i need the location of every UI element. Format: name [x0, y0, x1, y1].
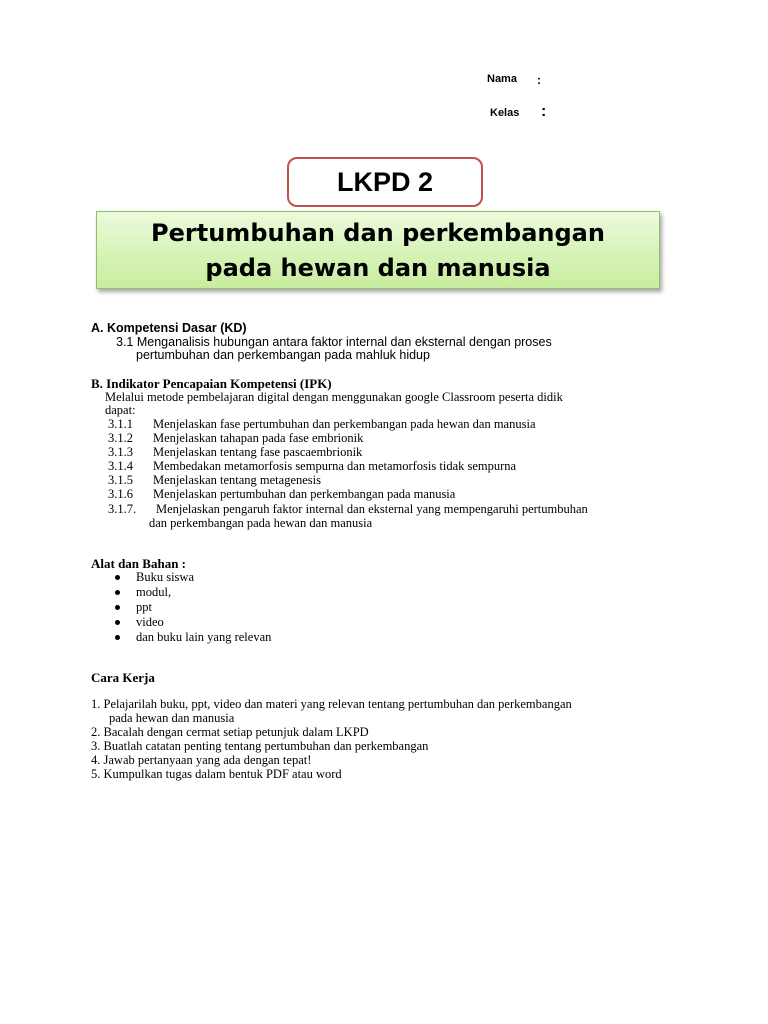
topic-line-2: pada hewan dan manusia — [205, 254, 551, 282]
bullet-icon — [115, 590, 120, 595]
indicator-num: 3.1.7. — [108, 502, 137, 516]
indicator-text: Menjelaskan pertumbuhan dan perkembangan pada manusia — [153, 487, 456, 501]
topic-box — [96, 211, 660, 289]
section-b-heading: B. Indikator Pencapaian Kompetensi (IPK) — [91, 376, 332, 391]
indicator-num: 3.1.5 — [108, 473, 133, 487]
kelas-label: Kelas — [490, 107, 520, 119]
cara-kerja-heading: Cara Kerja — [91, 670, 155, 685]
indicator-num: 3.1.6 — [108, 487, 133, 501]
indicator-text: Menjelaskan pengaruh faktor internal dan eksternal yang mempengaruhi pertumbuhan — [156, 502, 588, 516]
bullet-icon — [115, 635, 120, 640]
indicator-num: 3.1.2 — [108, 431, 133, 445]
alat-item: video — [136, 615, 164, 629]
cara-step: 3. Buatlah catatan penting tentang pertumbuhan dan perkembangan — [91, 739, 429, 753]
cara-step: 2. Bacalah dengan cermat setiap petunjuk dalam LKPD — [91, 725, 369, 739]
nama-colon: : — [537, 73, 541, 87]
cara-step: 4. Jawab pertanyaan yang ada dengan tepat! — [91, 753, 312, 767]
section-a-heading: A. Kompetensi Dasar (KD) — [91, 321, 247, 335]
cara-step-1-line-2: pada hewan dan manusia — [109, 711, 235, 725]
kd-line-2: pertumbuhan dan perkembangan pada mahluk hidup — [136, 348, 430, 362]
kd-line-1: 3.1 Menganalisis hubungan antara faktor internal dan eksternal dengan proses — [116, 335, 552, 349]
indicator-num: 3.1.1 — [108, 417, 133, 431]
indicator-num: 3.1.4 — [108, 459, 133, 473]
alat-item: modul, — [136, 585, 172, 599]
indicator-text: Membedakan metamorfosis sempurna dan metamorfosis tidak sempurna — [153, 459, 517, 473]
indicator-text: Menjelaskan fase pertumbuhan dan perkembangan pada hewan dan manusia — [153, 417, 536, 431]
topic-line-1: Pertumbuhan dan perkembangan — [151, 219, 605, 247]
indicator-text: Menjelaskan tentang fase pascaembrionik — [153, 445, 363, 459]
bullet-icon — [115, 575, 120, 580]
bullet-icon — [115, 620, 120, 625]
lkpd-title: LKPD 2 — [336, 166, 434, 197]
ipk-intro-line-2: dapat: — [105, 403, 136, 417]
kelas-colon: : — [541, 103, 547, 120]
indicator-text: Menjelaskan tahapan pada fase embrionik — [153, 431, 364, 445]
alat-item: dan buku lain yang relevan — [136, 630, 272, 644]
indicator-7-continuation: dan perkembangan pada hewan dan manusia — [149, 516, 373, 530]
indicator-text: Menjelaskan tentang metagenesis — [153, 473, 321, 487]
cara-step-1-line-1: 1. Pelajarilah buku, ppt, video dan materi yang relevan tentang pertumbuhan dan perkembangan — [91, 697, 572, 711]
lkpd-title-box — [287, 157, 483, 207]
bullet-icon — [115, 605, 120, 610]
alat-heading: Alat dan Bahan : — [91, 556, 186, 571]
nama-label: Nama — [487, 73, 517, 85]
ipk-intro-line-1: Melalui metode pembelajaran digital dengan menggunakan google Classroom peserta didik — [105, 390, 563, 404]
alat-item: ppt — [136, 600, 152, 614]
indicator-num: 3.1.3 — [108, 445, 133, 459]
cara-step: 5. Kumpulkan tugas dalam bentuk PDF atau word — [91, 767, 342, 781]
alat-item: Buku siswa — [136, 570, 194, 584]
